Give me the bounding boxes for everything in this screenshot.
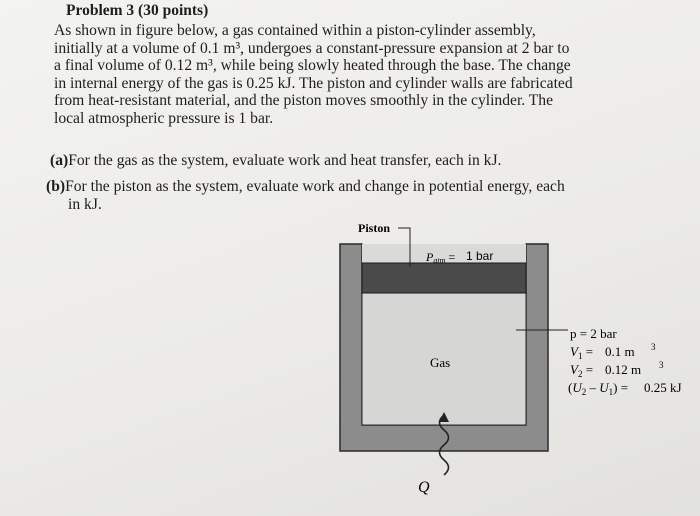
piston [362, 263, 526, 293]
statement-line: initially at a volume of 0.1 m³, undergoes a constant-pressure expansion at 2 bar to [54, 39, 570, 57]
question-b-text-cont: in kJ. [68, 195, 102, 213]
v2-exponent: 3 [659, 360, 664, 370]
svg-text:(U2 – U1) =: $(U_2 - U_1)$ = [568, 380, 629, 397]
problem-title: Problem 3 (30 points) [66, 2, 209, 19]
given-du-value: 0.25 kJ [644, 380, 682, 395]
given-du [568, 380, 682, 397]
heat-symbol: Q [418, 479, 430, 496]
given-v2 [570, 360, 664, 379]
patm-symbol: Patm = [426, 250, 456, 265]
given-v1-value: 0.1 m [605, 344, 635, 359]
statement-line: local atmospheric pressure is 1 bar. [54, 109, 274, 127]
question-b-text: For the piston as the system, evaluate work and change in potential energy, each [65, 178, 565, 195]
piston-label: Piston [358, 221, 391, 235]
given-v1 [570, 342, 656, 361]
question-a-text: For the gas as the system, evaluate work and heat transfer, each in kJ. [68, 152, 502, 169]
question-b-label: (b) [46, 178, 66, 195]
patm-value: 1 bar [466, 249, 494, 263]
statement-line: from heat-resistant material, and the piston moves smoothly in the cylinder. The [54, 92, 554, 109]
svg-text:V2 =: $V_2$ = [570, 362, 594, 379]
gas-label: Gas [430, 355, 451, 370]
given-pressure: p = 2 bar [570, 326, 617, 341]
statement-line: in internal energy of the gas is 0.25 kJ. The piston and cylinder walls are fabricated [54, 74, 573, 92]
statement-line: a final volume of 0.12 m³, while being slowly heated through the base. The change [54, 57, 571, 74]
v1-exponent: 3 [651, 342, 656, 352]
svg-text:V1 =: $V_1$ = [570, 344, 594, 361]
question-a-label: (a) [50, 152, 69, 169]
statement-line: As shown in figure below, a gas contained within a piston-cylinder assembly, [54, 22, 536, 39]
given-v2-value: 0.12 m [605, 362, 642, 377]
